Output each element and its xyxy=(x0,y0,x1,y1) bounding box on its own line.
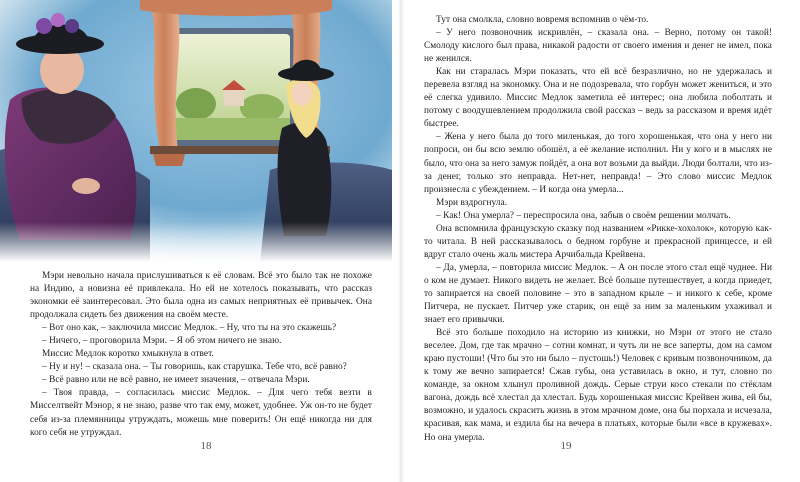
right-paragraph-1: Тут она смолкла, словно вовремя вспомнив о чём-то. xyxy=(436,15,649,25)
left-paragraph-3: – Ничего, – проговорила Мэри. – Я об этом ничего не знаю. xyxy=(42,336,282,347)
page-gutter xyxy=(398,0,404,482)
right-paragraph-6: – Как! Она умерла? – переспросила она, забыв о своём решении молчать. xyxy=(436,210,731,221)
left-paragraph-7: – Твоя правда, – согласилась миссис Медлок. – Для чего тебя везти в Мисселтвейт Мэнор, я не знаю, разве что так ему, может, удобнее. Уж он-то не будет себя из-за племянницы утруждать, можешь мне поверить! Он ещё никогда ни для кого себя не утруждал. xyxy=(30,388,372,438)
left-paragraph-4: Миссис Медлок коротко хмыкнула в ответ. xyxy=(42,349,214,360)
right-page-text xyxy=(424,14,772,445)
illustration-train-compartment xyxy=(0,0,392,262)
right-paragraph-8: – Да, умерла, – повторила миссис Медлок. – А он после этого стал ещё чуднее. Ни о ком не думает. Никого видеть не желает. Всё больше путешествует, а когда приедет, то запирается на своей половине – это в западном крыле – и никого к себе, кроме Питчера, не пускает. Питчер уже старик, он ещё за ним за маленьким ухаживал и знает его привычки. xyxy=(424,262,772,326)
right-paragraph-9: Всё это больше походило на историю из книжки, но Мэри от этого не стало веселее. Дом, где так мрачно – сотни комнат, и чуть ли не все заперты, дом на самом краю пустоши! (Что бы это ни было – пустошь!) Человек с кривым позвоночником, да к тому же вечно запирается! Сжав губы, она уставилась в окно, и тут, словно по команде, за окном хлынул проливной дождь. Серые струи косо стекали по стёклам вагона, дождь всё хлестал да хлестал. Будь хорошенькая миссис Крейвен жива, ей бы, возможно, и удалось скрасить жизнь в этом мрачном доме, она бы порхала и исчезала, красивая, как мама, и ездила бы на вечера в платьях, которые были «все в кружевах». Но она умерла. xyxy=(424,328,772,443)
right-paragraph-2: – У него позвоночник искривлён, – сказала она. – Верно, потому он такой! Смолоду кислого был права, никакой радости от своего имения и денег не имел, пока не женился. xyxy=(424,28,772,65)
left-paragraph-5: – Ну и ну! – сказала она. – Ты говоришь, как старушка. Тебе что, всё равно? xyxy=(42,362,347,373)
left-page-number: 18 xyxy=(200,440,212,452)
right-paragraph-3: Как ни старалась Мэри показать, что ей всё безразлично, но не удержалась и перевела взгляд на экономку. Она и не подозревала, что горбун может жениться, и это её слегка удивило. Миссис Медлок заметила её интерес; она любила поболтать и потому с воодушевлением продолжила свой рассказ – ведь за рассказом и время идёт быстрее. xyxy=(424,67,772,130)
watercolor-illustration xyxy=(0,0,392,262)
right-paragraph-5: Мэри вздрогнула. xyxy=(436,197,508,208)
left-page-text xyxy=(30,270,372,440)
left-paragraph-1: Мэри невольно начала прислушиваться к её словам. Всё это было так не похоже на Индию, а новизна её привлекала. Но ей не хотелось показывать, что рассказ экономки её заинтересовал. Это была одна из самых неприятных её привычек. Она продолжала сидеть без движения на своём месте. xyxy=(30,271,372,321)
left-paragraph-2: – Вот оно как, – заключила миссис Медлок. – Ну, что ты на это скажешь? xyxy=(42,323,337,334)
right-page-number: 19 xyxy=(560,440,572,452)
left-paragraph-6: – Всё равно или не всё равно, не имеет значения, – отвечала Мэри. xyxy=(42,375,310,386)
right-paragraph-7: Она вспомнила французскую сказку под названием «Рикке-хохолок», которую как-то читала. В ней рассказывалось о бедном горбуне и прекрасной принцессе, и ей вдруг стало очень жаль мистера Арчибальда Крейвена. xyxy=(424,223,772,260)
right-paragraph-4: – Жена у него была до того миленькая, до того хорошенькая, что она у него ни попроси, он бы всю землю обошёл, а её желание исполнил. Ни у кого и в мыслях не было, что она за него замуж пойдёт, а она вот возьми да выйди. Люди болтали, что из-за денег, только это неправда. Нет-нет, неправда! – Это слово миссис Медлок произнесла с убеждением. – И когда она умерла... xyxy=(424,132,772,195)
